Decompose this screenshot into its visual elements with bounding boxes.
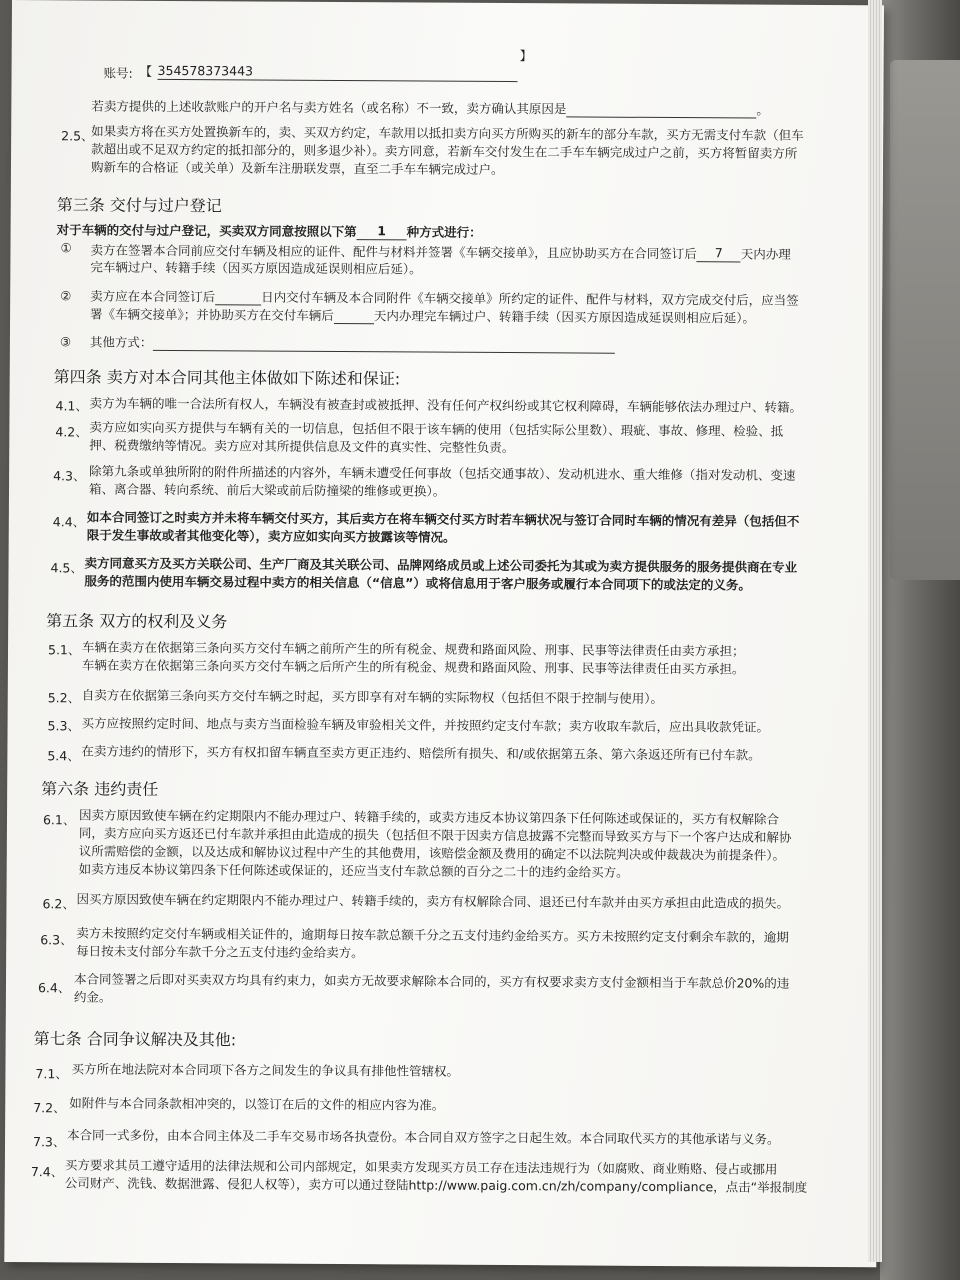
clause-5-1-line1: 车辆在卖方在依据第三条向买方交付车辆之前所产生的所有税金、规费和路面风险、刑事、民事等法律责任由卖方承担； (82, 639, 745, 659)
clause-7-1: 买方所在地法院对本合同项下各方之间发生的争议具有排他性管辖权。 (71, 1061, 460, 1079)
clause-number: 5.4、 (47, 748, 80, 764)
clause-number: 6.4、 (37, 980, 71, 996)
clause-number: 6.2、 (42, 896, 75, 912)
clause-2-5-line3: 购新车的合格证（或关单）及新车注册联发票，直至二手车车辆完成过户。 (90, 159, 504, 178)
clause-number: 2.5、 (61, 128, 94, 144)
account-label: 账号: (103, 65, 133, 81)
clause-number: 7.3、 (32, 1134, 66, 1150)
section-4-title: 第四条 卖方对本合同其他主体做如下陈述和保证: (53, 367, 401, 389)
clause-7-4-line2: 公司财产、洗钱、数据泄露、侵犯人权等），卖方可以通过登陆http://www.paig.com.cn/zh/company/compliance，点击“举报制度 (64, 1175, 808, 1195)
clause-4-2-line2: 押、税费缴纳等情况。卖方应对其所提供信息及文件的真实性、完整性负责。 (89, 437, 515, 456)
clause-5-4: 在卖方违约的情形下，买方有权扣留车辆直至卖方更正违约、赔偿所有损失、和/或依据第五条、第六条返还所有已付车款。 (81, 743, 761, 763)
section-3-item2-line2: 署《车辆交接单》；并协助买方在交付车辆后 天内办理完车辆过户、转籍手续（因买方原因造成延误则相应后延）。 (90, 306, 756, 326)
clause-6-1-line3: 议所需赔偿的金额，以及达成和解协议过程中产生的其他费用，该赔偿金额及费用的确定不以法院判决或仲裁裁决为前提条件）。 (78, 843, 786, 863)
clause-7-2: 如附件与本合同条款相冲突的，以签订在后的文件的相应内容为准。 (69, 1095, 445, 1113)
clause-number: 6.3、 (40, 932, 73, 948)
clause-number: 5.3、 (47, 718, 81, 734)
item-number: ③ (59, 334, 72, 350)
section-3-item1-line1: 卖方在签署本合同前应交付车辆及相应的证件、配件与材料并签署《车辆交接单》，且应协助买方在合同签订后 7 天内办理 (90, 242, 791, 262)
paper-stack-edge (868, 0, 882, 1262)
clause-6-3-line2: 每日按未支付部分车款千分之五支付违约金给卖方。 (76, 943, 364, 961)
clause-5-1-line2: 车辆在卖方在依据第三条向买方交付车辆之后所产生的所有税金、规费和路面风险、刑事、民事等法律责任由买方承担。 (81, 657, 745, 677)
clause-4-2-line1: 卖方应如实向买方提供与车辆有关的一切信息，包括但不限于该车辆的使用（包括实际公里数）、瑕疵、事故、修理、检验、抵 (89, 419, 784, 439)
section-6-title: 第六条 违约责任 (41, 779, 159, 799)
clause-4-1: 卖方为车辆的唯一合法所有权人，车辆没有被查封或被抵押、没有任何产权纠纷或其它权利障碍，车辆能够依法办理过户、转籍。 (89, 395, 803, 415)
clause-7-3: 本合同一式多份，由本合同主体及二手车交易市场各执壹份。本合同自双方签字之日起生效。本合同取代买方的其他承诺与义务。 (67, 1127, 780, 1147)
clause-4-3-line2: 箱、离合器、转向系统、前后大梁或前后防撞梁的维修或更换）。 (88, 481, 446, 499)
section-5-title: 第五条 双方的权利及义务 (46, 611, 228, 632)
clause-6-3-line1: 卖方未按照约定交付车辆或相关证件的，逾期每日按车款总额千分之五支付违约金给买方。买方未按照约定支付剩余车款的，逾期 (76, 925, 789, 945)
clause-2-5-line1: 如果卖方将在买方处置换新车的，卖、买双方约定，车款用以抵扣卖方向买方所购买的新车的部分车款，买方无需支付车款（但车 (91, 123, 804, 143)
section-7-title: 第七条 合同争议解决及其他: (33, 1029, 237, 1050)
clause-5-3: 买方应按照约定时间、地点与卖方当面检验车辆及审验相关文件，并按照约定支付车款；卖方收取车款后，应出具收款凭证。 (81, 715, 770, 735)
clause-5-2: 自卖方在依据第三条向买方交付车辆之时起，买方即享有对车辆的实际物权（包括但不限于控制与使用）。 (81, 687, 664, 706)
clause-4-4-line2: 限于发生事故或者其他变化等），卖方应如实向买方披露该等情况。 (86, 527, 456, 545)
clause-4-3-line1: 除第九条或单独所附的附件所描述的内容外，车辆未遭受任何事故（包括交通事故）、发动机进水、重大维修（指对发动机、变速 (89, 463, 796, 483)
clause-number: 7.1、 (35, 1066, 68, 1082)
clause-4-5-line2: 服务的范围内使用车辆交易过程中卖方的相关信息（“信息”）或将信息用于客户服务或履行本合同项下的或法定的义务。 (84, 573, 751, 593)
section-3-title: 第三条 交付与过户登记 (56, 195, 222, 216)
clause-number: 5.1、 (47, 642, 81, 658)
account-close-bracket: 】 (519, 48, 533, 64)
clause-4-4-line1: 如本合同签订之时卖方并未将车辆交付买方，其后卖方在将车辆交付买方时若车辆状况与签订合同时车辆的情况有差异（包括但不 (86, 509, 800, 529)
clause-2-5-line2: 款超出或不足双方约定的抵扣部分的，则多退少补）。卖方同意，若新车交付发生在二手车车辆完成过户之前，买方将暂留卖方所 (91, 141, 798, 161)
clause-number: 7.4、 (30, 1164, 64, 1180)
clause-number: 4.5、 (50, 560, 83, 576)
section-3-intro: 对于车辆的交付与过户登记，买卖双方同意按照以下第 1 种方式进行： (56, 222, 482, 240)
clause-number: 4.4、 (52, 514, 86, 530)
clause-number: 6.1、 (42, 812, 76, 828)
clause-number: 5.2、 (47, 690, 81, 706)
clause-6-1-line4: 如卖方违反本协议第四条下任何陈述或保证的，还应当支付车款总额的百分之二十的违约金给买方。 (78, 861, 629, 880)
clause-number: 4.3、 (53, 468, 86, 484)
clause-number: 4.1、 (55, 398, 88, 414)
account-open-bracket: 【 (139, 63, 153, 79)
background-laptop (890, 60, 960, 580)
clause-number: 7.2、 (33, 1100, 66, 1116)
account-number: 354578373443 (158, 62, 518, 82)
payee-mismatch-text: 若卖方提供的上述收款账户的开户名与卖方姓名（或名称）不一致，卖方确认其原因是 。 (91, 98, 769, 118)
section-3-item1-line2: 完车辆过户、转籍手续（因买方原因造成延误则相应后延）。 (90, 259, 422, 277)
section-3-item3: 其他方式： (90, 332, 615, 353)
clause-6-1-line1: 因卖方原因致使车辆在约定期限内不能办理过户、转籍手续的，或卖方违反本协议第四条下任何陈述或保证的，买方有权解除合 (78, 807, 780, 827)
section-3-item2-line1: 卖方应在本合同签订后 日内交付车辆及本合同附件《车辆交接单》所约定的证件、配件与材料，双方完成交付后，应当签 (90, 288, 799, 308)
clause-6-1-line2: 同，卖方应向买方返还已付车款并承担由此造成的损失（包括但不限于因卖方信息披露不完整而导致买方与下一个客户达成和解协 (78, 825, 792, 845)
clause-number: 4.2、 (55, 424, 88, 440)
item-number: ② (60, 288, 72, 304)
clause-6-2: 因买方原因致使车辆在约定期限内不能办理过户、转籍手续的，卖方有权解除合同、退还已付车款并由买方承担由此造成的损失。 (76, 891, 790, 911)
clause-6-4-line1: 本合同签署之后即对买卖双方均具有约束力，如卖方无故要求解除本合同的，买方有权要求卖方支付金额相当于车款总价20%的违 (73, 971, 790, 991)
contract-page (4, 0, 884, 1267)
clause-6-4-line2: 约金。 (73, 989, 112, 1005)
clause-4-5-line1: 卖方同意买方及买方关联公司、生产厂商及其关联公司、品牌网络成员或上述公司委托为其或为卖方提供服务的服务提供商在专业 (84, 555, 798, 575)
clause-7-4-line1: 买方要求其员工遵守适用的法律法规和公司内部规定，如果卖方发现买方员工存在违法违规行为（如腐败、商业贿赂、侵占或挪用 (64, 1157, 778, 1177)
item-number: ① (60, 240, 72, 256)
